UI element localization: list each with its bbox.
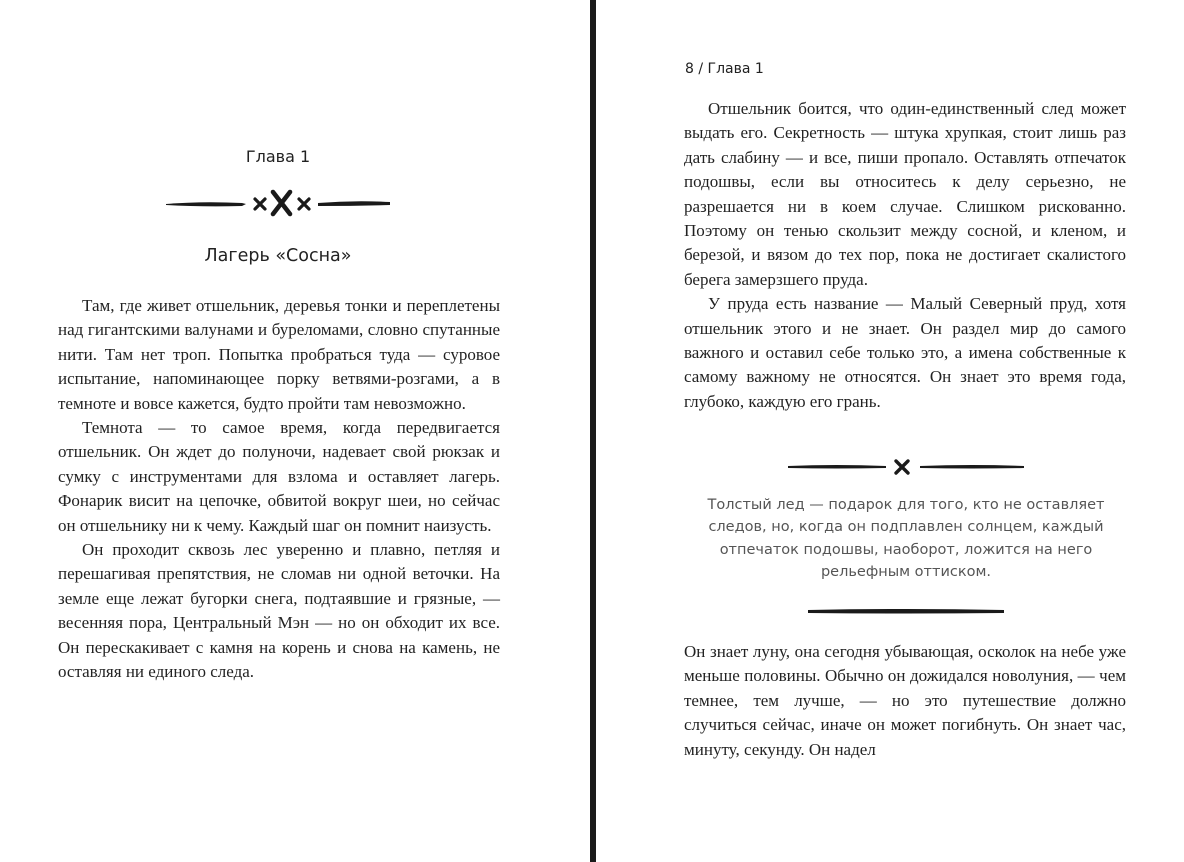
left-page <box>0 0 590 862</box>
chapter-label: Глава 1 <box>245 147 311 166</box>
sidebar-rule <box>806 606 1006 616</box>
paragraph: Он знает луну, она сегодня убывающая, осколок на небе уже меньше половины. Обычно он дожидался новолуния, — чем темнее, тем лучше, — но это путешествие должно случиться сейчас, иначе он может погибнуть. Он знает час, минуту, секунду. Он надел <box>684 642 1126 759</box>
paragraph: Он проходит сквозь лес уверенно и плавно, петляя и перешагивая препятствия, не сломав ни одной веточки. На земле еще лежат бугорки снега, подтаявшие и грязные, — весенняя пора, Центральный Мэн — но он обходит их все. Он перескакивает с камня на корень и снова на камень, не оставляя ни единого следа. <box>58 540 500 682</box>
paragraph: Там, где живет отшельник, деревья тонки и переплетены над гигантскими валунами и буреломами, словно спутанные нити. Там нет троп. Попытка пробраться туда — суровое испытание, напоминающее порку ветвями-розгами, а в темноте и вовсе кажется, будто пройти там невозможно. <box>58 296 500 413</box>
small-x-ornament-icon <box>786 456 1026 478</box>
brush-x-ornament-icon <box>162 186 394 220</box>
right-body-text-top <box>684 97 1126 414</box>
right-body-text-bottom <box>684 640 1126 762</box>
paragraph: Отшельник боится, что один-единственный след может выдать его. Секретность — штука хрупкая, стоит лишь раз дать слабину — и все, пиши пропало. Оставлять отпечаток подошвы, если вы относитесь к делу серьезно, не разрешается ни в коем случае. Слишком рискованно. Поэтому он тенью скользит между сосной, и кленом, и березой, и вязом до тех пор, пока не достигает скалистого берега замерзшего пруда. <box>684 99 1126 289</box>
sidebar-quote: Толстый лед — подарок для того, кто не оставляет следов, но, когда он подплавлен солнцем, каждый отпечаток подошвы, наоборот, ложится на него рельефным оттиском. <box>707 497 1105 581</box>
running-head: 8 / Глава 1 <box>685 61 764 77</box>
right-page <box>596 0 1184 862</box>
paragraph: Темнота — то самое время, когда передвигается отшельник. Он ждет до полуночи, надевает свой рюкзак и сумку с инструментами для взлома и оставляет лагерь. Фонарик висит на цепочке, обвитой вокруг шеи, но сейчас он отшельнику ни к чему. Каждый шаг он помнит наизусть. <box>58 418 500 535</box>
left-body-text <box>58 294 500 685</box>
chapter-title: Лагерь «Сосна» <box>204 246 352 266</box>
paragraph: У пруда есть название — Малый Северный пруд, хотя отшельник этого и не знает. Он раздел мир до самого важного и оставил себе только это, а имена собственные к самому важному не относятся. Он знает это время года, глубоко, каждую его грань. <box>684 294 1126 411</box>
